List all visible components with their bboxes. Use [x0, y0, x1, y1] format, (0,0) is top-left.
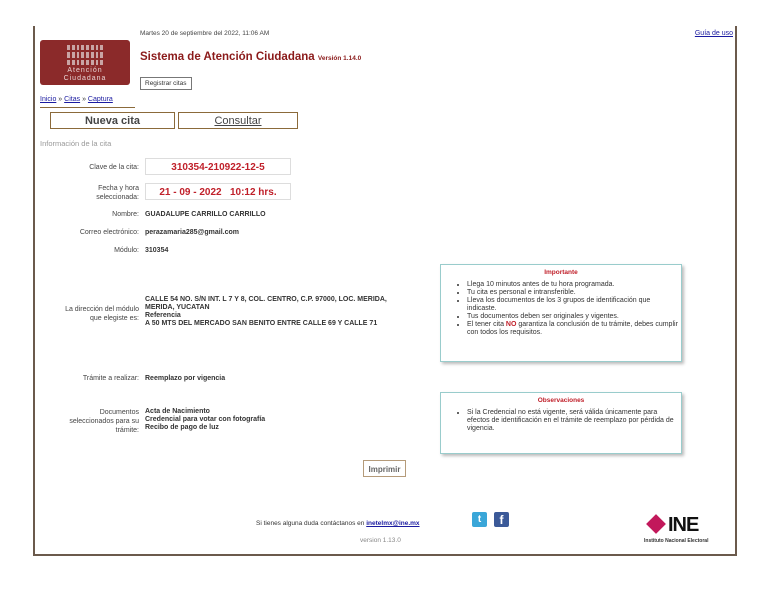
correo-value: perazamaria285@gmail.com: [145, 229, 239, 236]
correo-label: Correo electrónico:: [79, 229, 139, 236]
direccion-line: CALLE 54 NO. S/N INT. L 7 Y 8, COL. CENTRO, C.P. 97000, LOC. MERIDA,: [145, 296, 387, 303]
fecha-value: 21 - 09 - 2022 10:12 hrs.: [145, 183, 291, 200]
important-last-no: NO: [505, 321, 517, 328]
ine-logo-subtitle: Instituto Nacional Electoral: [644, 538, 709, 544]
direccion-label-line1: La dirección del módulo: [65, 306, 139, 313]
tramite-label: Trámite a realizar:: [82, 375, 139, 382]
current-date: Martes 20 de septiembre del 2022, 11:06 AM: [140, 30, 270, 37]
modulo-label: Módulo:: [114, 247, 139, 254]
contact-text: [256, 520, 420, 527]
documentos-list: [145, 408, 265, 432]
app-title-text: Sistema de Atención Ciudadana: [140, 51, 315, 63]
important-item: • Tus documentos deben ser originales y vigentes.: [467, 313, 681, 321]
fecha-label-line2: seleccionada:: [96, 194, 139, 201]
logo-text-line1: Atención: [67, 67, 103, 74]
breadcrumb-separator: »: [58, 96, 63, 103]
direccion-label-line2: que elegiste es:: [89, 315, 139, 322]
observations-title: Observaciones: [537, 397, 585, 404]
breadcrumb-inicio[interactable]: Inicio: [40, 96, 57, 103]
contact-prefix: Si tienes alguna duda contáctanos en: [256, 520, 367, 527]
ine-logo-word: INE: [668, 514, 699, 536]
guide-link[interactable]: Guía de uso: [694, 30, 733, 37]
facebook-icon[interactable]: f: [494, 512, 509, 527]
tramite-value: Reemplazo por vigencia: [145, 375, 226, 382]
documentos-label-line1: Documentos: [99, 409, 139, 416]
logo-grid-icon: [67, 45, 103, 65]
ine-diamond-icon: [646, 514, 666, 534]
ine-logo: [644, 514, 726, 548]
important-title: Importante: [544, 269, 578, 276]
document-item: Recibo de pago de luz: [145, 424, 219, 431]
direccion-line: MERIDA, YUCATAN: [145, 304, 210, 311]
fecha-label: [96, 184, 139, 202]
clave-value: 310354-210922-12-5: [145, 158, 291, 175]
breadcrumb-separator: »: [82, 96, 86, 103]
atencion-ciudadana-logo: [40, 40, 130, 85]
important-item-last: [467, 321, 681, 337]
important-last-pre: El tener cita: [467, 321, 506, 328]
fecha-label-line1: Fecha y hora: [98, 185, 139, 192]
documentos-label-line3: trámite:: [115, 427, 139, 434]
direccion-line: A 50 MTS DEL MERCADO SAN BENITO ENTRE CALLE 69 Y CALLE 71: [145, 320, 378, 327]
breadcrumb-underline: [40, 107, 135, 108]
twitter-icon[interactable]: t: [472, 512, 487, 527]
important-item: • Tu cita es personal e intransferible.: [467, 289, 681, 297]
section-title: Información de la cita: [40, 139, 112, 148]
breadcrumb-citas[interactable]: Citas: [64, 96, 81, 103]
app-title: [140, 51, 361, 63]
direccion-label: [65, 305, 139, 323]
modulo-value: 310354: [145, 247, 169, 254]
important-last-post: garantiza la conclusión de tu trámite, debes cumplir con todos los requisitos.: [467, 321, 678, 336]
nueva-cita-tab[interactable]: Nueva cita: [50, 112, 175, 129]
important-item: • Llega 10 minutos antes de tu hora programada.: [467, 281, 681, 289]
footer-version: version 1.13.0: [360, 537, 401, 544]
nombre-value: GUADALUPE CARRILLO CARRILLO: [145, 211, 266, 218]
clave-label: Clave de la cita:: [89, 164, 139, 171]
nombre-label: Nombre:: [112, 211, 139, 218]
document-item: Acta de Nacimiento: [145, 408, 210, 415]
print-button[interactable]: Imprimir: [363, 460, 406, 477]
important-item: • Lleva los documentos de los 3 grupos de identificación que indicaste.: [467, 297, 681, 313]
direccion-value: [145, 296, 387, 328]
breadcrumb-captura[interactable]: Captura: [87, 96, 113, 103]
tab-registrar-citas[interactable]: Registrar citas: [140, 77, 192, 90]
documentos-label-line2: seleccionados para su: [69, 418, 139, 425]
direccion-line: Referencia: [145, 312, 181, 319]
contact-email-link[interactable]: inetelmx@ine.mx: [366, 520, 420, 527]
document-item: Credencial para votar con fotografía: [145, 416, 266, 423]
consultar-tab[interactable]: Consultar: [178, 112, 298, 129]
app-version: Versión 1.14.0: [317, 55, 362, 62]
observation-item: • Si la Credencial no está vigente, será válida únicamente para efectos de identificación en el trámite de reemplazo por pérdida de vigencia.: [467, 409, 681, 433]
observations-panel: [440, 392, 682, 454]
breadcrumb: [40, 96, 113, 103]
important-panel: [440, 264, 682, 362]
logo-text-line2: Ciudadana: [63, 75, 107, 82]
documentos-label: [69, 408, 139, 435]
